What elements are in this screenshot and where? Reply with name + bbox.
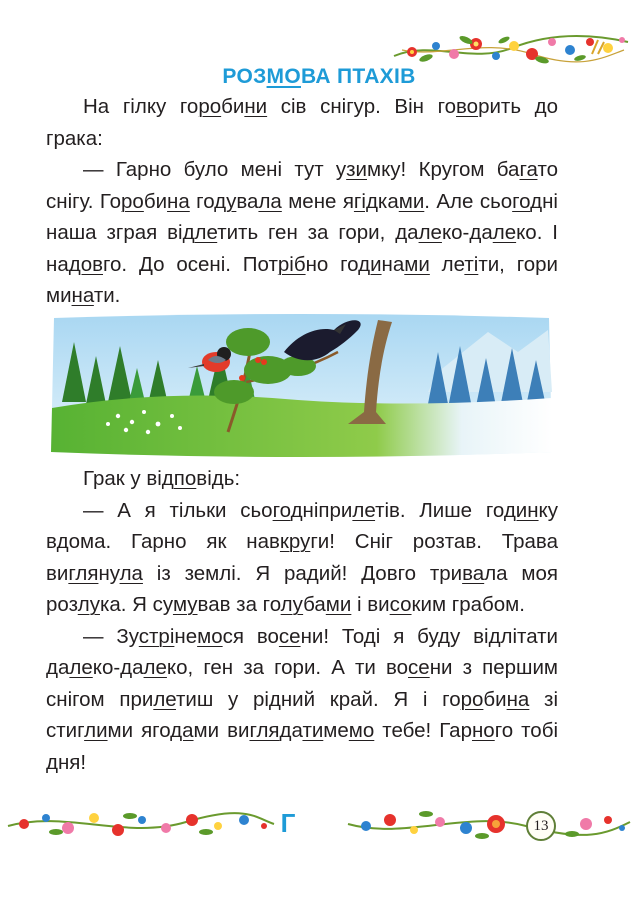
text-segment: ну bbox=[98, 561, 120, 585]
illustration-birds-winter-summer bbox=[48, 312, 555, 460]
text-segment: тів. Лише го bbox=[375, 498, 504, 522]
underlined-syllable: дин bbox=[503, 498, 539, 522]
text-segment: ни з першим снігом при bbox=[46, 656, 558, 711]
underlined-syllable: да bbox=[170, 719, 194, 742]
story-text-bottom bbox=[46, 463, 558, 778]
underlined-syllable: му bbox=[172, 593, 198, 616]
floral-ornament-bottom-right bbox=[346, 800, 632, 846]
underlined-syllable: ро bbox=[121, 189, 144, 213]
text-segment: дні bbox=[290, 498, 319, 522]
text-segment: ва bbox=[236, 189, 259, 213]
underlined-syllable: се bbox=[408, 656, 430, 679]
text-segment: ги! Сніг розтав. Трава ви bbox=[46, 530, 558, 585]
story-paragraph bbox=[46, 154, 558, 312]
text-segment: ка. Я су bbox=[99, 593, 173, 616]
title-part: РОЗ bbox=[222, 65, 267, 88]
underlined-syllable: ла bbox=[258, 189, 282, 213]
underlined-syllable: ду bbox=[214, 189, 237, 213]
floral-ornament-bottom-left bbox=[6, 800, 276, 846]
underlined-syllable: дов bbox=[68, 252, 103, 276]
underlined-syllable: гля bbox=[249, 719, 280, 742]
underlined-syllable: го bbox=[272, 498, 291, 522]
text-segment: із землі. Я радий! Довго три bbox=[142, 561, 463, 585]
text-segment: На гілку го bbox=[83, 95, 199, 118]
underlined-syllable: стрі bbox=[138, 624, 175, 648]
underlined-syllable: се bbox=[278, 624, 301, 648]
underlined-syllable: ле bbox=[352, 498, 376, 522]
underlined-syllable: га bbox=[519, 158, 538, 181]
underlined-syllable: ле bbox=[153, 687, 176, 711]
text-segment: тиш у рідний край. Я і го bbox=[176, 687, 461, 711]
text-segment: би bbox=[221, 95, 245, 118]
text-segment: і ви bbox=[351, 593, 390, 616]
text-segment: ба bbox=[303, 593, 326, 616]
title-underlined-syllable: МО bbox=[266, 65, 301, 88]
text-segment: го. До осені. Пот bbox=[103, 252, 278, 276]
text-segment: — А я тільки сьо bbox=[83, 498, 273, 522]
text-segment: ти. bbox=[93, 284, 121, 307]
underlined-syllable: во bbox=[456, 95, 479, 118]
underlined-syllable: со bbox=[389, 593, 412, 616]
underlined-syllable: лу bbox=[280, 593, 304, 616]
underlined-syllable: мо bbox=[348, 719, 375, 742]
story-paragraph bbox=[46, 91, 558, 154]
text-segment: дні наша зграя від bbox=[46, 189, 558, 244]
underlined-syllable: ро bbox=[460, 687, 484, 711]
text-segment: тебе! Гар bbox=[374, 719, 472, 742]
text-segment: ким грабом. bbox=[411, 593, 525, 616]
underlined-syllable: мо bbox=[197, 624, 223, 648]
text-segment: рить до грака: bbox=[46, 95, 558, 150]
text-segment: ме bbox=[323, 719, 349, 742]
underlined-syllable: ле bbox=[194, 221, 218, 244]
story-paragraph bbox=[46, 463, 558, 495]
text-segment: ко, ген за гори. А ти во bbox=[166, 656, 409, 679]
story-text-top bbox=[46, 91, 558, 312]
underlined-syllable: ми bbox=[398, 189, 425, 213]
text-segment: но го bbox=[305, 252, 359, 276]
text-segment: на bbox=[381, 252, 405, 276]
floral-ornament-top bbox=[392, 20, 630, 70]
underlined-syllable: ле bbox=[143, 656, 167, 679]
underlined-syllable: ли bbox=[84, 719, 108, 742]
text-segment: го bbox=[189, 189, 215, 213]
underlined-syllable: ро bbox=[198, 95, 222, 118]
underlined-syllable: ле bbox=[418, 221, 442, 244]
text-segment: ку вдома. Гарно як нав bbox=[46, 498, 558, 553]
text-segment: Грак у від bbox=[83, 467, 174, 490]
underlined-syllable: ди bbox=[358, 252, 382, 276]
text-segment: зі стиг bbox=[46, 687, 558, 742]
page-number: 13 bbox=[526, 811, 556, 841]
underlined-syllable: ле bbox=[69, 656, 93, 679]
text-segment: вав за го bbox=[197, 593, 281, 616]
title-part: ВА ПТАХІВ bbox=[300, 65, 416, 88]
underlined-syllable: ле bbox=[492, 221, 517, 244]
story-title bbox=[0, 65, 638, 89]
text-segment: ко-да bbox=[441, 221, 493, 244]
text-segment: да bbox=[279, 719, 303, 742]
text-segment: би bbox=[143, 189, 168, 213]
underlined-syllable: ріб bbox=[277, 252, 306, 276]
underlined-syllable: ла bbox=[119, 561, 143, 585]
text-segment: ко. І на bbox=[46, 221, 558, 276]
text-segment: — Зу bbox=[83, 624, 139, 648]
text-segment: го тобі дня! bbox=[46, 719, 558, 774]
text-segment: ти, гори ми bbox=[46, 252, 558, 307]
text-segment: ми ви bbox=[193, 719, 250, 742]
underlined-syllable: ми bbox=[325, 593, 352, 616]
underlined-syllable: по bbox=[173, 467, 197, 490]
underlined-syllable: ни bbox=[244, 95, 268, 118]
text-segment: — Гарно було мені тут bbox=[83, 158, 336, 181]
text-segment: ни! Тоді я буду відлітати да bbox=[46, 624, 558, 679]
underlined-syllable: на bbox=[506, 687, 530, 711]
text-segment: . Але сьо bbox=[424, 189, 513, 213]
underlined-syllable: кру bbox=[279, 530, 311, 553]
story-paragraph bbox=[46, 495, 558, 621]
text-segment: ла моя роз bbox=[46, 561, 558, 616]
underlined-syllable: на bbox=[71, 284, 94, 307]
text-segment: мене я bbox=[281, 189, 354, 213]
text-segment: відь: bbox=[196, 467, 241, 490]
text-segment: при bbox=[318, 498, 353, 522]
underlined-syllable: гля bbox=[68, 561, 99, 585]
underlined-syllable: ті bbox=[464, 252, 479, 276]
text-segment: ся во bbox=[222, 624, 279, 648]
underlined-syllable: ми bbox=[404, 252, 430, 276]
text-segment: не bbox=[174, 624, 198, 648]
text-segment: ле bbox=[429, 252, 465, 276]
text-segment: мку! Кругом ба bbox=[367, 158, 520, 181]
underlined-syllable: ва bbox=[462, 561, 485, 585]
underlined-syllable: зи bbox=[346, 158, 368, 181]
text-segment: тить ген за гори, да bbox=[217, 221, 419, 244]
text-segment: би bbox=[483, 687, 507, 711]
text-segment: ка bbox=[377, 189, 399, 213]
text-segment: ми яго bbox=[107, 719, 171, 742]
story-paragraph bbox=[46, 621, 558, 779]
underlined-syllable: на bbox=[167, 189, 190, 213]
underlined-syllable: го bbox=[512, 189, 531, 213]
underlined-syllable: но bbox=[471, 719, 495, 742]
underlined-syllable: ти bbox=[302, 719, 324, 742]
text-segment: у bbox=[335, 158, 347, 181]
text-segment: ко-да bbox=[92, 656, 144, 679]
footer-letter: Г bbox=[280, 808, 296, 838]
underlined-syllable: лу bbox=[77, 593, 100, 616]
text-segment: то снігу. Го bbox=[46, 158, 559, 213]
underlined-syllable: гід bbox=[353, 189, 378, 213]
text-segment: сів снігур. Він го bbox=[267, 95, 457, 118]
